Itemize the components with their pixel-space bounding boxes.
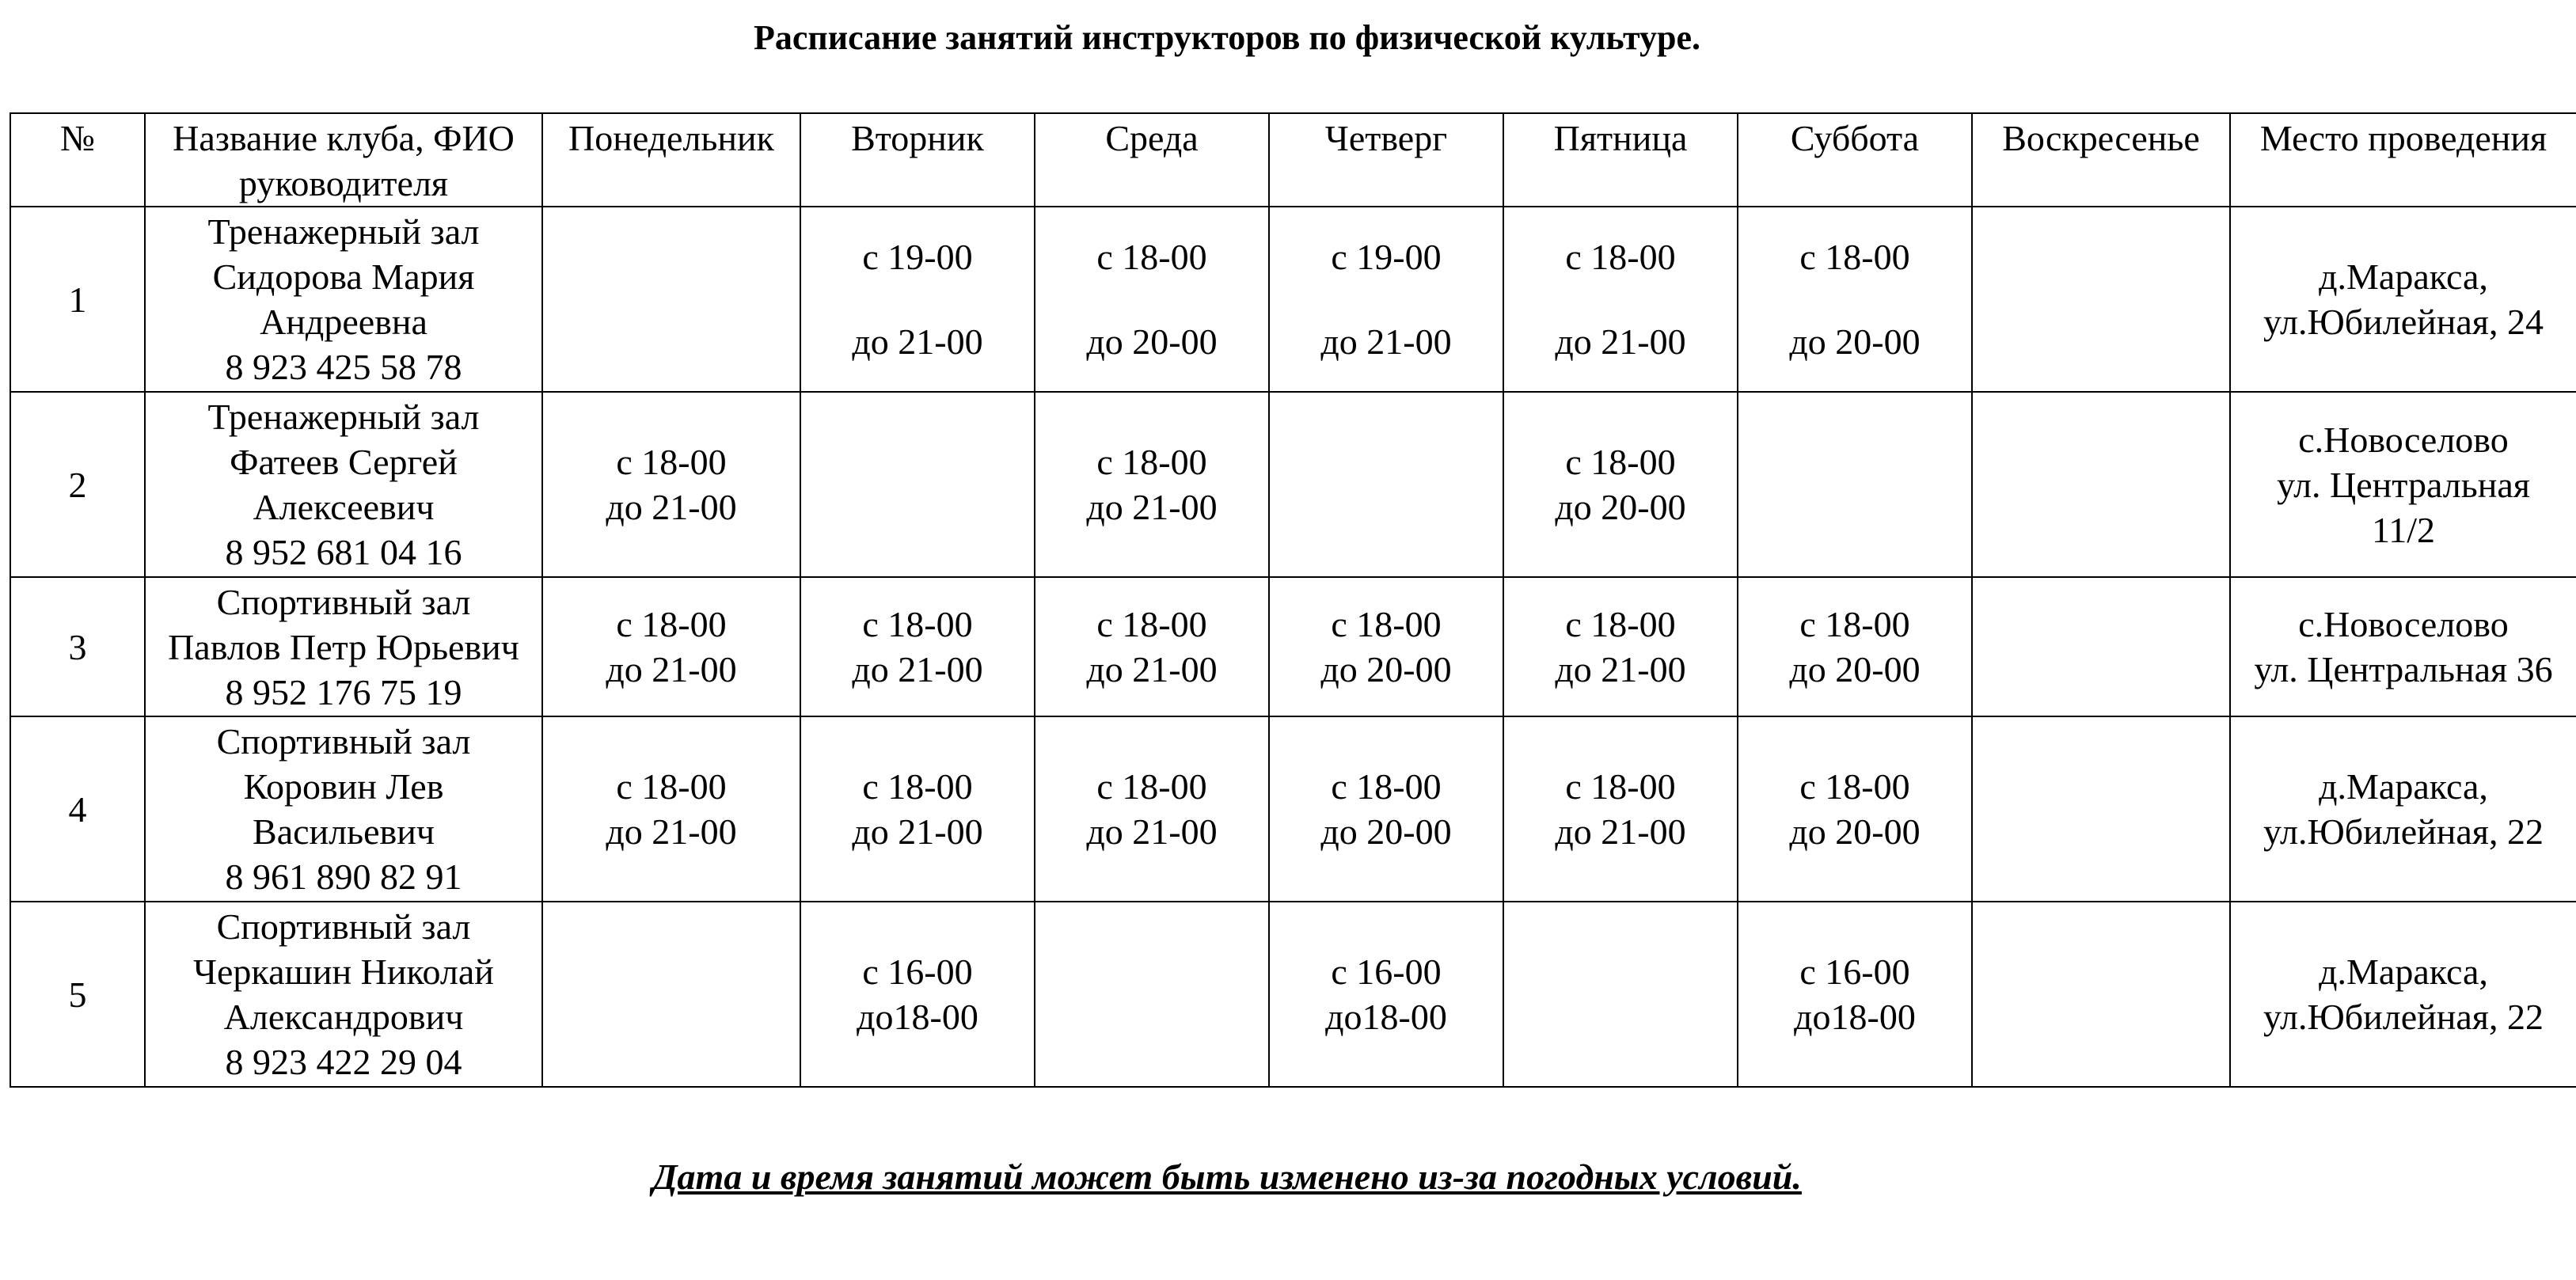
place-cell <box>2230 902 2576 1087</box>
leader-name: Черкашин Николай <box>193 951 494 992</box>
time-from: с 19-00 <box>862 237 973 277</box>
header-saturday: Суббота <box>1738 113 1972 207</box>
place-cell <box>2230 716 2576 902</box>
row-number: 3 <box>10 577 145 716</box>
time-from: с 18-00 <box>1096 604 1207 644</box>
monday-cell <box>542 716 800 902</box>
leader-patronymic: Алексеевич <box>253 487 435 527</box>
saturday-cell <box>1738 577 1972 716</box>
sunday-cell <box>1972 716 2230 902</box>
club-cell <box>145 207 542 392</box>
leader-phone: 8 923 425 58 78 <box>225 347 462 387</box>
page-title: Расписание занятий инструкторов по физической культуре. <box>753 18 1700 57</box>
time-from: с 18-00 <box>1096 237 1207 277</box>
header-num: № <box>10 113 145 207</box>
thursday-cell <box>1269 207 1503 392</box>
monday-cell <box>542 207 800 392</box>
place-street: ул. Центральная 36 <box>2254 649 2553 689</box>
row-number: 2 <box>10 392 145 577</box>
time-to: до 21-00 <box>606 487 737 527</box>
place-cell <box>2230 392 2576 577</box>
club-cell <box>145 577 542 716</box>
time-from: с 18-00 <box>1565 604 1676 644</box>
table-row <box>10 392 2576 577</box>
time-from: с 18-00 <box>862 604 973 644</box>
time-to: до18-00 <box>1794 997 1916 1037</box>
time-from: с 18-00 <box>1799 766 1910 807</box>
time-from: с 18-00 <box>616 766 727 807</box>
place-settlement: с.Новоселово <box>2298 419 2509 460</box>
time-to: до 21-00 <box>852 321 983 362</box>
time-from: с 16-00 <box>1799 951 1910 992</box>
wednesday-cell <box>1035 902 1269 1087</box>
monday-cell <box>542 392 800 577</box>
monday-cell <box>542 902 800 1087</box>
time-to: до18-00 <box>857 997 978 1037</box>
sunday-cell <box>1972 902 2230 1087</box>
header-row <box>10 113 2576 207</box>
time-to: до 21-00 <box>1555 321 1686 362</box>
place-street: ул.Юбилейная, 22 <box>2263 997 2544 1037</box>
row-number: 5 <box>10 902 145 1087</box>
time-from: с 18-00 <box>1799 237 1910 277</box>
time-from: с 18-00 <box>1565 766 1676 807</box>
place-cell <box>2230 207 2576 392</box>
leader-name: Коровин Лев <box>243 766 444 807</box>
leader-patronymic: Андреевна <box>260 302 427 342</box>
friday-cell <box>1503 902 1738 1087</box>
sunday-cell <box>1972 577 2230 716</box>
wednesday-cell <box>1035 207 1269 392</box>
club-cell <box>145 716 542 902</box>
time-to: до 21-00 <box>852 649 983 689</box>
header-place: Место проведения <box>2230 113 2576 207</box>
table-row <box>10 577 2576 716</box>
time-from: с 16-00 <box>1331 951 1442 992</box>
tuesday-cell <box>800 577 1035 716</box>
friday-cell <box>1503 716 1738 902</box>
place-cell <box>2230 577 2576 716</box>
schedule-table <box>9 112 2576 1088</box>
time-from: с 18-00 <box>1799 604 1910 644</box>
leader-phone: 8 961 890 82 91 <box>225 856 462 897</box>
leader-name: Сидорова Мария <box>212 256 475 297</box>
place-settlement: с.Новоселово <box>2298 604 2509 644</box>
saturday-cell <box>1738 207 1972 392</box>
thursday-cell <box>1269 392 1503 577</box>
tuesday-cell <box>800 207 1035 392</box>
friday-cell <box>1503 392 1738 577</box>
wednesday-cell <box>1035 392 1269 577</box>
place-street: ул.Юбилейная, 24 <box>2263 302 2544 342</box>
time-to: до 20-00 <box>1320 649 1452 689</box>
time-from: с 18-00 <box>1565 442 1676 482</box>
time-to: до 20-00 <box>1789 649 1921 689</box>
club-type: Спортивный зал <box>216 906 471 947</box>
header-club: Название клуба, ФИО руководителя <box>145 113 542 207</box>
header-tuesday: Вторник <box>800 113 1035 207</box>
time-to: до 20-00 <box>1086 321 1218 362</box>
wednesday-cell <box>1035 716 1269 902</box>
header-thursday: Четверг <box>1269 113 1503 207</box>
saturday-cell <box>1738 392 1972 577</box>
time-to: до 20-00 <box>1789 321 1921 362</box>
table-row <box>10 716 2576 902</box>
club-cell <box>145 902 542 1087</box>
header-wednesday: Среда <box>1035 113 1269 207</box>
time-from: с 18-00 <box>1096 766 1207 807</box>
header-sunday: Воскресенье <box>1972 113 2230 207</box>
leader-name: Павлов Петр Юрьевич <box>168 626 519 667</box>
saturday-cell <box>1738 902 1972 1087</box>
thursday-cell <box>1269 716 1503 902</box>
time-from: с 18-00 <box>1096 442 1207 482</box>
time-to: до 21-00 <box>1086 811 1218 852</box>
time-from: с 19-00 <box>1331 237 1442 277</box>
header-friday: Пятница <box>1503 113 1738 207</box>
club-type: Спортивный зал <box>216 721 471 762</box>
time-to: до 21-00 <box>852 811 983 852</box>
club-cell <box>145 392 542 577</box>
table-row <box>10 207 2576 392</box>
thursday-cell <box>1269 577 1503 716</box>
time-to: до 21-00 <box>1555 811 1686 852</box>
friday-cell <box>1503 207 1738 392</box>
tuesday-cell <box>800 902 1035 1087</box>
time-to: до 20-00 <box>1320 811 1452 852</box>
row-number: 1 <box>10 207 145 392</box>
time-from: с 18-00 <box>862 766 973 807</box>
leader-patronymic: Александрович <box>223 997 464 1037</box>
time-to: до 20-00 <box>1555 487 1686 527</box>
time-from: с 18-00 <box>1331 604 1442 644</box>
place-settlement: д.Маракса, <box>2319 256 2488 297</box>
tuesday-cell <box>800 392 1035 577</box>
club-type: Тренажерный зал <box>207 397 480 437</box>
row-number: 4 <box>10 716 145 902</box>
place-settlement: д.Маракса, <box>2319 951 2488 992</box>
leader-phone: 8 952 176 75 19 <box>225 671 462 712</box>
friday-cell <box>1503 577 1738 716</box>
time-to: до 21-00 <box>606 649 737 689</box>
weather-notice: Дата и время занятий может быть изменено из-за погодных условий. <box>652 1157 1802 1197</box>
leader-phone: 8 952 681 04 16 <box>225 532 462 572</box>
time-from: с 16-00 <box>862 951 973 992</box>
place-street: ул. Центральная <box>2277 464 2530 505</box>
wednesday-cell <box>1035 577 1269 716</box>
club-type: Спортивный зал <box>216 581 471 622</box>
time-from: с 18-00 <box>616 442 727 482</box>
time-from: с 18-00 <box>1331 766 1442 807</box>
monday-cell <box>542 577 800 716</box>
place-street: ул.Юбилейная, 22 <box>2263 811 2544 852</box>
header-monday: Понедельник <box>542 113 800 207</box>
place-building: 11/2 <box>2371 509 2436 550</box>
place-settlement: д.Маракса, <box>2319 766 2488 807</box>
leader-name: Фатеев Сергей <box>230 442 458 482</box>
time-from: с 18-00 <box>616 604 727 644</box>
leader-phone: 8 923 422 29 04 <box>225 1042 462 1082</box>
time-to: до 21-00 <box>606 811 737 852</box>
tuesday-cell <box>800 716 1035 902</box>
club-type: Тренажерный зал <box>207 211 480 252</box>
time-to: до 21-00 <box>1086 649 1218 689</box>
time-to: до 21-00 <box>1086 487 1218 527</box>
time-to: до 21-00 <box>1320 321 1452 362</box>
table-row <box>10 902 2576 1087</box>
saturday-cell <box>1738 716 1972 902</box>
time-to: до 21-00 <box>1555 649 1686 689</box>
thursday-cell <box>1269 902 1503 1087</box>
sunday-cell <box>1972 392 2230 577</box>
sunday-cell <box>1972 207 2230 392</box>
time-to: до 20-00 <box>1789 811 1921 852</box>
time-to: до18-00 <box>1325 997 1447 1037</box>
time-from: с 18-00 <box>1565 237 1676 277</box>
leader-patronymic: Васильевич <box>253 811 435 852</box>
